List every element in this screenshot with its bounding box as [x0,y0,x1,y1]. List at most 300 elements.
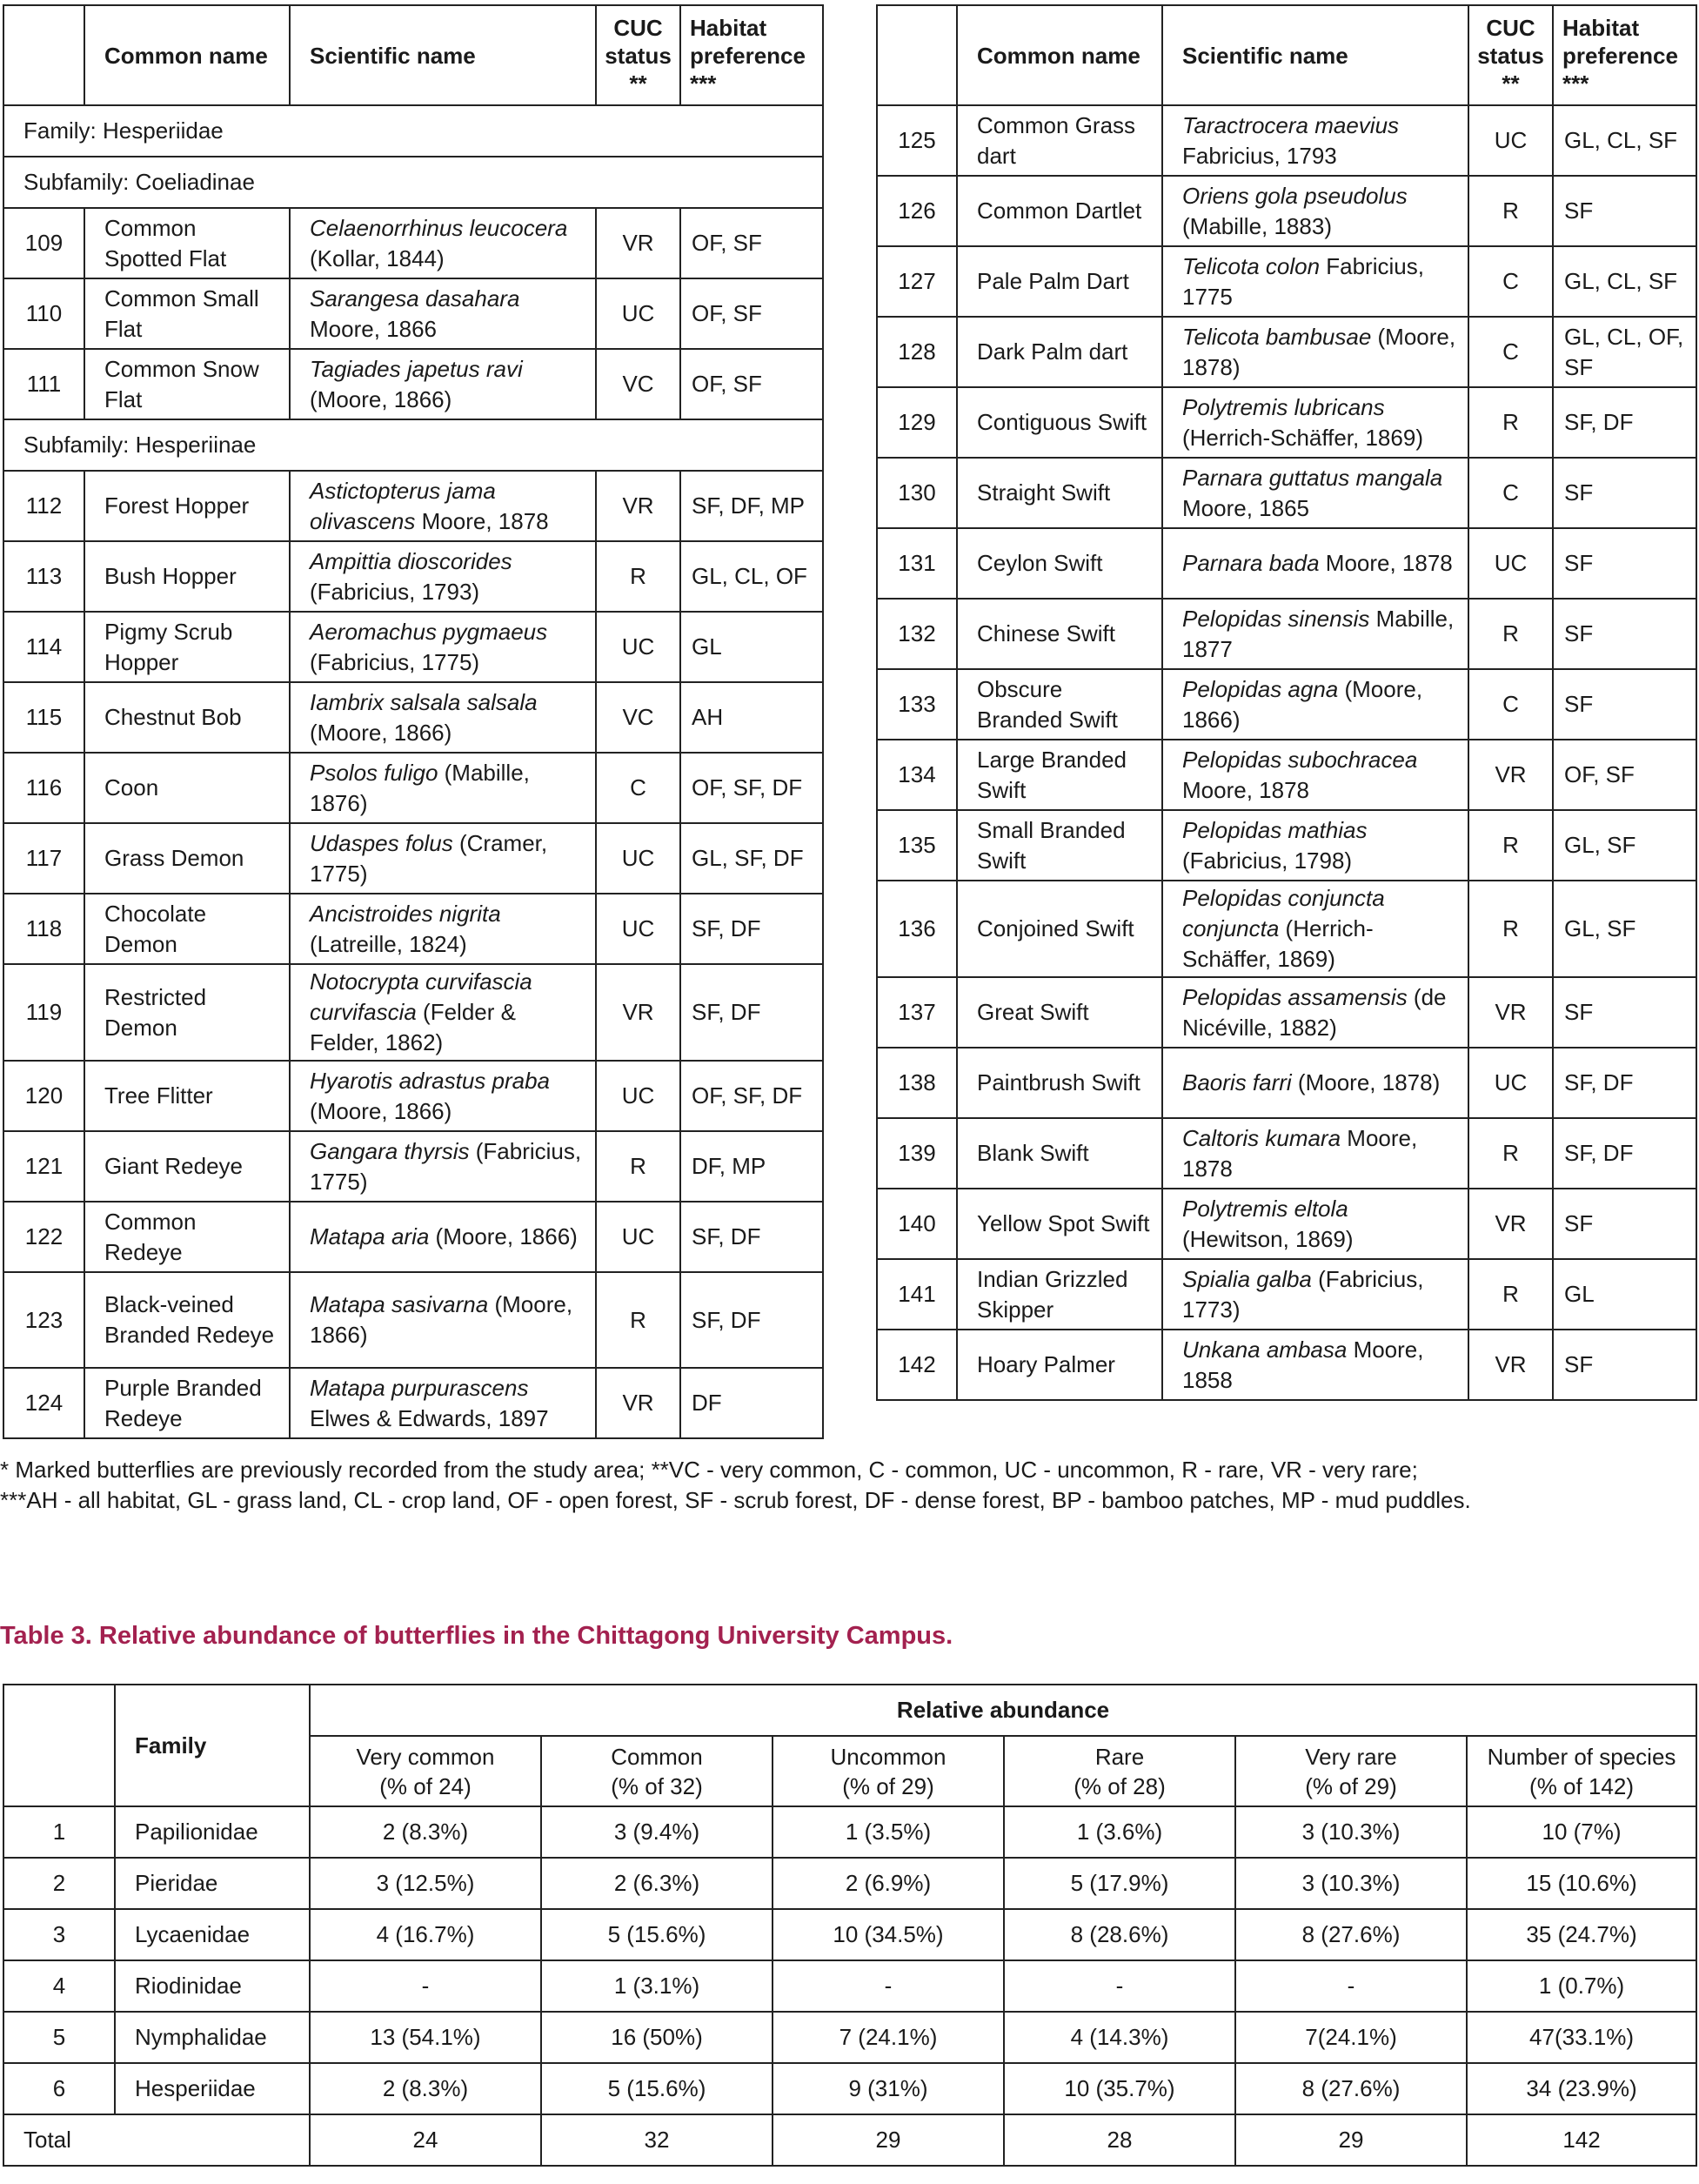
species-row [3,349,823,419]
scientific-authority: Moore, 1865 [1182,494,1309,521]
abundance-value: 1 (3.5%) [773,1806,1004,1858]
scientific-name [1162,105,1468,176]
section-label: Subfamily: Hesperiinae [3,419,823,471]
species-number: 142 [877,1330,957,1400]
species-number: 135 [877,810,957,881]
scientific-authority: (Moore, 1866) [310,1097,452,1124]
common-name: Chinese Swift [957,599,1162,669]
habitat-preference: DF [680,1368,823,1438]
family-name: Papilionidae [115,1806,310,1858]
footnote-habitat-legend: ***AH - all habitat, GL - grass land, CL - crop land, OF - open forest, SF - scrub forest, DF - dense forest, BP - bamboo patches, MP - mud puddles. [0,1487,1471,1513]
habitat-preference: SF, DF [1553,387,1696,458]
scientific-binomial: Spialia galba [1182,1265,1312,1292]
scientific-binomial: Polytremis lubricans [1182,393,1385,420]
total-value: 142 [1467,2114,1696,2166]
scientific-binomial: Taractrocera maevius [1182,111,1400,138]
abundance-value: 2 (8.3%) [310,2063,541,2114]
cuc-status: R [596,1131,680,1202]
abundance-value: 10 (34.5%) [773,1909,1004,1960]
section-row [3,105,823,157]
abundance-value: 3 (10.3%) [1235,1806,1467,1858]
scientific-authority: (Latreille, 1824) [310,930,467,957]
cuc-status: VR [1468,977,1553,1048]
scientific-binomial: Polytremis eltola [1182,1195,1348,1222]
scientific-name [290,541,596,612]
scientific-authority: (Herrich-Schäffer, 1869) [1182,424,1423,451]
species-number: 111 [3,349,84,419]
scientific-binomial: Tagiades japetus ravi [310,355,523,382]
header-habitat-preference: Habitat preference *** [680,5,823,105]
scientific-authority: (Moore, 1866) [310,719,452,746]
species-number: 126 [877,176,957,246]
species-number: 141 [877,1259,957,1330]
species-number: 123 [3,1272,84,1368]
scientific-name [1162,317,1468,387]
abundance-row [3,2063,1696,2114]
cuc-status: UC [596,612,680,682]
abundance-value: 10 (35.7%) [1004,2063,1235,2114]
species-row [3,823,823,894]
habitat-preference: GL, CL, SF [1553,105,1696,176]
habitat-preference: GL, CL, OF, SF [1553,317,1696,387]
scientific-authority: (Herrich-Schäffer, 1869) [1182,915,1374,972]
species-number: 120 [3,1061,84,1131]
abundance-value: 10 (7%) [1467,1806,1696,1858]
scientific-authority: Mabille, 1877 [1182,605,1455,662]
abundance-row [3,2012,1696,2063]
scientific-name [1162,1118,1468,1189]
header-number [877,5,957,105]
subheader-basis: (% of 28) [1074,1772,1166,1799]
cuc-status: VR [596,1368,680,1438]
species-row [877,740,1696,810]
cuc-status: C [1468,317,1553,387]
species-number: 119 [3,964,84,1061]
scientific-binomial: Udaspes folus [310,829,453,856]
habitat-preference: GL, SF [1553,810,1696,881]
abundance-group-header-row [3,1685,1696,1736]
header-number [3,1685,115,1806]
scientific-binomial: Unkana ambasa [1182,1336,1348,1363]
subheader-label: Very common [356,1743,495,1770]
abundance-value: 5 (15.6%) [541,2063,773,2114]
row-number: 3 [3,1909,115,1960]
habitat-preference: SF, DF [1553,1048,1696,1118]
scientific-authority: (Mabille, 1883) [1182,212,1332,239]
scientific-name [290,471,596,541]
abundance-subheader [1235,1736,1467,1806]
common-name: Ceylon Swift [957,528,1162,599]
scientific-name [1162,1048,1468,1118]
common-name: Chestnut Bob [84,682,290,753]
header-scientific-name: Scientific name [1162,5,1468,105]
habitat-preference: SF, DF [1553,1118,1696,1189]
abundance-value: - [1004,1960,1235,2012]
scientific-binomial: Pelopidas assamensis [1182,983,1408,1010]
common-name: Dark Palm dart [957,317,1162,387]
scientific-authority: (Felder & Felder, 1862) [310,999,516,1055]
scientific-name [290,894,596,964]
species-number: 131 [877,528,957,599]
cuc-status: C [1468,458,1553,528]
habitat-preference: DF, MP [680,1131,823,1202]
species-row [3,1272,823,1368]
species-number: 139 [877,1118,957,1189]
scientific-authority: Moore, 1878 [415,507,549,534]
scientific-authority: (Fabricius, 1775) [310,648,480,675]
habitat-preference: SF [1553,599,1696,669]
total-value: 29 [773,2114,1004,2166]
species-row [877,881,1696,977]
cuc-status: VC [596,349,680,419]
common-name: Indian Grizzled Skipper [957,1259,1162,1330]
species-row [877,977,1696,1048]
species-number: 138 [877,1048,957,1118]
row-number: 5 [3,2012,115,2063]
scientific-binomial: Pelopidas conjuncta conjuncta [1182,885,1385,941]
subheader-label: Very rare [1305,1743,1397,1770]
subheader-basis: (% of 29) [842,1772,934,1799]
scientific-binomial: Telicota colon [1182,252,1321,279]
habitat-preference: SF, DF [680,1272,823,1368]
species-number: 130 [877,458,957,528]
cuc-status: C [1468,669,1553,740]
total-label: Total [3,2114,310,2166]
species-row [877,599,1696,669]
scientific-authority: (Hewitson, 1869) [1182,1225,1354,1252]
habitat-preference: OF, SF [680,208,823,278]
species-row [877,246,1696,317]
cuc-status: UC [1468,105,1553,176]
scientific-name [1162,977,1468,1048]
scientific-name [1162,881,1468,977]
common-name: Yellow Spot Swift [957,1189,1162,1259]
habitat-preference: GL, CL, SF [1553,246,1696,317]
abundance-value: 3 (12.5%) [310,1858,541,1909]
scientific-name [1162,740,1468,810]
abundance-subheader [1004,1736,1235,1806]
header-relative-abundance: Relative abundance [310,1685,1696,1736]
scientific-authority: (Moore, 1866) [429,1223,578,1249]
species-table-right [876,4,1697,1401]
cuc-status: C [1468,246,1553,317]
scientific-authority: (Moore, 1878) [1182,323,1456,380]
footnotes [0,1455,1696,1516]
common-name: Straight Swift [957,458,1162,528]
abundance-value: 8 (27.6%) [1235,1909,1467,1960]
abundance-value: 15 (10.6%) [1467,1858,1696,1909]
abundance-value: 1 (3.1%) [541,1960,773,2012]
species-table-left [3,4,824,1439]
species-row [877,810,1696,881]
species-number: 121 [3,1131,84,1202]
species-row [3,894,823,964]
common-name: Common Redeye [84,1202,290,1272]
abundance-value: - [1235,1960,1467,2012]
header-common-name: Common name [957,5,1162,105]
common-name: Common Snow Flat [84,349,290,419]
common-name: Conjoined Swift [957,881,1162,977]
table3-caption: Table 3. Relative abundance of butterflies in the Chittagong University Campus. [0,1622,953,1650]
species-number: 115 [3,682,84,753]
species-row [877,458,1696,528]
header-scientific-name: Scientific name [290,5,596,105]
scientific-authority: Moore, 1858 [1182,1336,1424,1393]
species-number: 122 [3,1202,84,1272]
footnote-status-legend: * Marked butterflies are previously recorded from the study area; **VC - very common, C - common, UC - uncommon, R - rare, VR - very rare; [0,1457,1418,1483]
species-row [877,105,1696,176]
species-row [3,1061,823,1131]
section-label: Subfamily: Coeliadinae [3,157,823,208]
habitat-preference: SF, DF [680,1202,823,1272]
species-number: 114 [3,612,84,682]
subheader-label: Rare [1094,1743,1145,1770]
common-name: Small Branded Swift [957,810,1162,881]
species-row [3,208,823,278]
scientific-binomial: Matapa purpurascens [310,1374,529,1401]
abundance-value: 4 (16.7%) [310,1909,541,1960]
family-name: Lycaenidae [115,1909,310,1960]
scientific-binomial: Notocrypta curvifascia curvifascia [310,968,532,1025]
habitat-preference: OF, SF [680,278,823,349]
abundance-value: 2 (6.9%) [773,1858,1004,1909]
abundance-value: 35 (24.7%) [1467,1909,1696,1960]
scientific-name [290,682,596,753]
species-number: 117 [3,823,84,894]
species-number: 109 [3,208,84,278]
abundance-row [3,1960,1696,2012]
scientific-binomial: Pelopidas agna [1182,675,1339,702]
cuc-status: UC [596,823,680,894]
abundance-value: 3 (9.4%) [541,1806,773,1858]
common-name: Grass Demon [84,823,290,894]
habitat-preference: OF, SF [680,349,823,419]
common-name: Bush Hopper [84,541,290,612]
species-row [3,1202,823,1272]
common-name: Giant Redeye [84,1131,290,1202]
subheader-basis: (% of 142) [1529,1772,1634,1799]
species-row [877,1259,1696,1330]
section-row [3,157,823,208]
habitat-preference: GL [680,612,823,682]
habitat-preference: OF, SF [1553,740,1696,810]
habitat-preference: AH [680,682,823,753]
abundance-value: 2 (8.3%) [310,1806,541,1858]
common-name: Purple Branded Redeye [84,1368,290,1438]
cuc-status: R [1468,1259,1553,1330]
scientific-binomial: Caltoris kumara [1182,1124,1341,1151]
species-row [877,1048,1696,1118]
abundance-row [3,1806,1696,1858]
scientific-name [290,1368,596,1438]
cuc-status: VR [1468,740,1553,810]
cuc-status: R [1468,810,1553,881]
scientific-binomial: Matapa aria [310,1223,430,1249]
species-number: 124 [3,1368,84,1438]
abundance-value: 1 (0.7%) [1467,1960,1696,2012]
abundance-value: 13 (54.1%) [310,2012,541,2063]
scientific-name [290,612,596,682]
scientific-authority: (Moore, 1866) [1182,675,1423,733]
scientific-name [1162,458,1468,528]
species-row [3,471,823,541]
species-row [877,176,1696,246]
abundance-value: 34 (23.9%) [1467,2063,1696,2114]
common-name: Forest Hopper [84,471,290,541]
abundance-subheader [310,1736,541,1806]
species-number: 112 [3,471,84,541]
common-name: Common Grass dart [957,105,1162,176]
abundance-row [3,1858,1696,1909]
scientific-binomial: Iambrix salsala salsala [310,688,538,715]
abundance-row [3,1909,1696,1960]
habitat-preference: GL [1553,1259,1696,1330]
section-row [3,419,823,471]
species-row [877,387,1696,458]
scientific-binomial: Astictopterus jama olivascens [310,477,496,534]
subheader-label: Uncommon [830,1743,946,1770]
abundance-value: 47(33.1%) [1467,2012,1696,2063]
habitat-preference: GL, CL, OF [680,541,823,612]
common-name: Paintbrush Swift [957,1048,1162,1118]
common-name: Large Branded Swift [957,740,1162,810]
species-number: 137 [877,977,957,1048]
header-row [877,5,1696,105]
species-number: 113 [3,541,84,612]
species-row [3,278,823,349]
cuc-status: VC [596,682,680,753]
common-name: Restricted Demon [84,964,290,1061]
species-number: 134 [877,740,957,810]
cuc-status: UC [1468,528,1553,599]
scientific-name [290,349,596,419]
species-row [3,541,823,612]
cuc-status: VR [1468,1330,1553,1400]
habitat-preference: SF [1553,1330,1696,1400]
common-name: Common Dartlet [957,176,1162,246]
common-name: Blank Swift [957,1118,1162,1189]
common-name: Coon [84,753,290,823]
cuc-status: R [1468,599,1553,669]
species-number: 132 [877,599,957,669]
species-row [877,528,1696,599]
abundance-subheader [541,1736,773,1806]
header-common-name: Common name [84,5,290,105]
scientific-binomial: Baoris farri [1182,1069,1292,1095]
scientific-authority: (Fabricius, 1775) [310,1137,582,1195]
abundance-table [3,1684,1697,2167]
scientific-binomial: Celaenorrhinus leucocera [310,214,568,241]
abundance-value: 7(24.1%) [1235,2012,1467,2063]
scientific-binomial: Sarangesa dasahara [310,285,520,312]
scientific-name [1162,176,1468,246]
row-number: 1 [3,1806,115,1858]
abundance-value: - [773,1960,1004,2012]
abundance-value: 1 (3.6%) [1004,1806,1235,1858]
common-name: Chocolate Demon [84,894,290,964]
common-name: Contiguous Swift [957,387,1162,458]
species-row [877,669,1696,740]
scientific-binomial: Pelopidas mathias [1182,816,1368,843]
scientific-binomial: Ancistroides nigrita [310,900,501,927]
cuc-status: R [1468,1118,1553,1189]
scientific-authority: (de Nicéville, 1882) [1182,983,1447,1041]
cuc-status: C [596,753,680,823]
cuc-status: UC [596,1202,680,1272]
scientific-name [290,278,596,349]
scientific-binomial: Gangara thyrsis [310,1137,470,1164]
scientific-authority: Moore, 1878 [1319,550,1453,576]
scientific-binomial: Parnara bada [1182,550,1320,576]
scientific-binomial: Psolos fuligo [310,759,438,786]
scientific-name [290,1202,596,1272]
subheader-basis: (% of 32) [611,1772,703,1799]
species-row [3,1131,823,1202]
family-name: Pieridae [115,1858,310,1909]
species-number: 136 [877,881,957,977]
species-row [3,964,823,1061]
abundance-value: 16 (50%) [541,2012,773,2063]
habitat-preference: SF [1553,977,1696,1048]
scientific-authority: Fabricius, 1775 [1182,252,1424,310]
cuc-status: VR [1468,1189,1553,1259]
species-number: 110 [3,278,84,349]
scientific-name [1162,246,1468,317]
species-number: 140 [877,1189,957,1259]
habitat-preference: OF, SF, DF [680,1061,823,1131]
abundance-value: 3 (10.3%) [1235,1858,1467,1909]
total-value: 28 [1004,2114,1235,2166]
species-number: 118 [3,894,84,964]
habitat-preference: GL, SF, DF [680,823,823,894]
common-name: Great Swift [957,977,1162,1048]
habitat-preference: SF [1553,669,1696,740]
subheader-label: Number of species [1487,1743,1676,1770]
scientific-binomial: Pelopidas sinensis [1182,605,1370,632]
total-value: 24 [310,2114,541,2166]
cuc-status: R [596,541,680,612]
habitat-preference: SF [1553,176,1696,246]
cuc-status: VR [596,208,680,278]
common-name: Pigmy Scrub Hopper [84,612,290,682]
habitat-preference: SF, DF [680,964,823,1061]
cuc-status: UC [596,1061,680,1131]
scientific-authority: (Fabricius, 1793) [310,578,480,605]
abundance-value: 2 (6.3%) [541,1858,773,1909]
scientific-name [1162,669,1468,740]
cuc-status: UC [596,278,680,349]
species-row [877,1189,1696,1259]
species-row [3,682,823,753]
habitat-preference: GL, SF [1553,881,1696,977]
header-family: Family [115,1685,310,1806]
scientific-authority: Fabricius, 1793 [1182,142,1337,169]
family-name: Riodinidae [115,1960,310,2012]
scientific-binomial: Ampittia dioscorides [310,547,512,574]
habitat-preference: OF, SF, DF [680,753,823,823]
abundance-subheader [773,1736,1004,1806]
total-row [3,2114,1696,2166]
row-number: 6 [3,2063,115,2114]
cuc-status: R [1468,176,1553,246]
scientific-name [290,1061,596,1131]
scientific-authority: (Moore, 1866) [310,1291,573,1348]
section-label: Family: Hesperiidae [3,105,823,157]
scientific-authority: Elwes & Edwards, 1897 [310,1404,549,1431]
scientific-name [1162,1259,1468,1330]
scientific-authority: (Cramer, 1775) [310,829,548,887]
scientific-binomial: Pelopidas subochracea [1182,746,1418,773]
